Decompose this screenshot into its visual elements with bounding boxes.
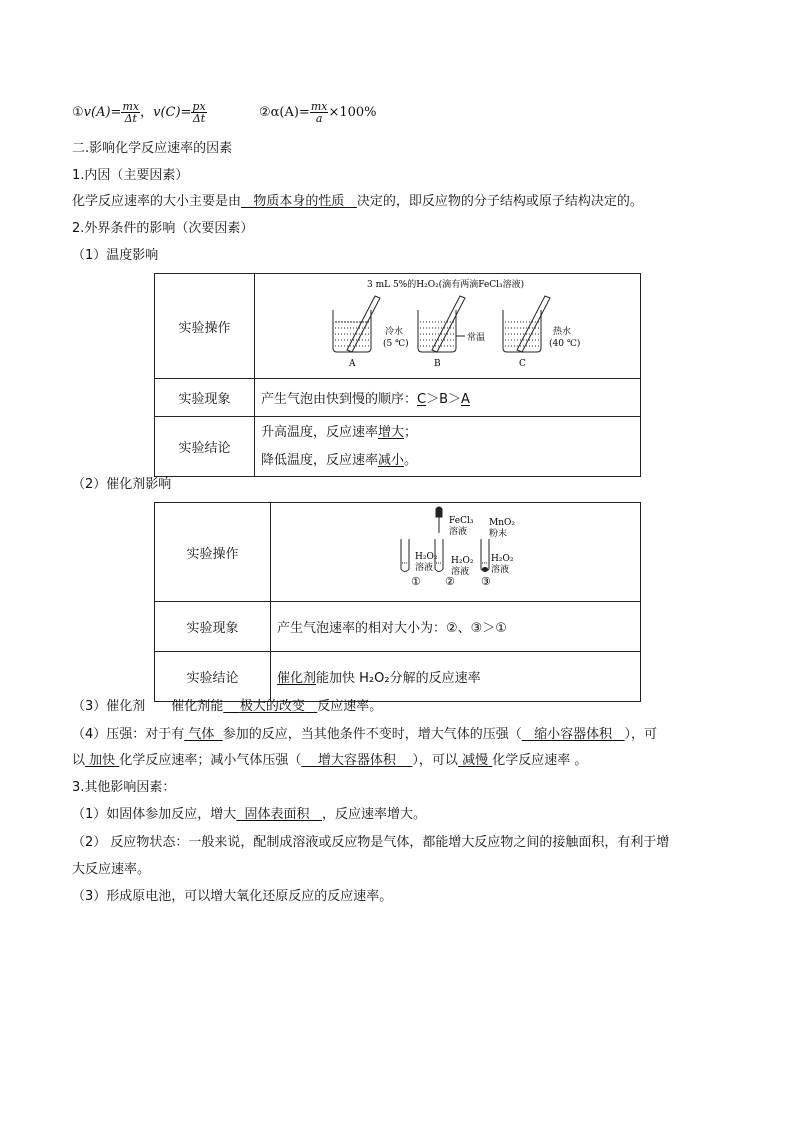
cat-op-figure bbox=[271, 503, 641, 602]
pressure-line-1: （4）压强：对于有 气体 参加的反应，当其他条件不变时，增大气体的压强（ 缩小容器体积 ），可 bbox=[72, 727, 658, 742]
inner-cause-text: 化学反应速率的大小主要是由 物质本身的性质 决定的，即反应物的分子结构或原子结构决定的。 bbox=[72, 194, 643, 209]
cat-conclusion-text: 催化剂能加快 H₂O₂分解的反应速率 bbox=[271, 652, 641, 702]
hot-water-temp: (40 ℃) bbox=[549, 339, 581, 349]
temperature-heading: （1）温度影响 bbox=[72, 248, 159, 263]
svg-text:溶液: 溶液 bbox=[491, 565, 510, 575]
svg-text:H₂O₂: H₂O₂ bbox=[451, 556, 474, 566]
svg-text:溶液: 溶液 bbox=[449, 527, 468, 537]
formula-vc-fraction: $\frac{px}{\Delta t}$ bbox=[192, 100, 206, 125]
formula-va-fraction: $\frac{mx}{\Delta t}$ bbox=[122, 100, 140, 125]
temperature-table bbox=[154, 273, 641, 477]
catalyst-table bbox=[154, 502, 641, 702]
outer-cause-heading: 2.外界条件的影响（次要因素） bbox=[72, 221, 254, 236]
temp-op-figure bbox=[255, 274, 641, 379]
rate-formula-line: ①v(A)= $\frac{mx}{\Delta t}$ ，v(C)= $\frac{px}{\Delta t}$ ②α(A)= $\frac{mx}{a}$ ×100% bbox=[72, 100, 377, 125]
section-2-heading: 二.影响化学反应速率的因素 bbox=[72, 141, 233, 156]
cat-phenomenon-label: 实验现象 bbox=[155, 602, 271, 652]
other-factor-3: （3）形成原电池，可以增大氧化还原反应的反应速率。 bbox=[72, 889, 393, 904]
beaker-c bbox=[503, 296, 550, 352]
test-tube-figure bbox=[271, 503, 640, 597]
other-factor-2a: （2） 反应物状态：一般来说，配制成溶液或反应物是气体，都能增大反应物之间的接触面积，有利于增 bbox=[72, 835, 670, 850]
svg-text:FeCl₃: FeCl₃ bbox=[449, 516, 474, 526]
inner-cause-heading: 1.内因（主要因素） bbox=[72, 168, 189, 183]
cat-conclusion-label: 实验结论 bbox=[155, 652, 271, 702]
formula-part2-marker: ② bbox=[258, 105, 271, 120]
formula-va-label: v(A)= bbox=[83, 105, 122, 120]
beaker-c-label: C bbox=[519, 359, 526, 369]
svg-text:粉末: 粉末 bbox=[489, 529, 508, 539]
beaker-a bbox=[333, 296, 380, 352]
catalyst-line: （3）催化剂 催化剂能 极大的改变 反应速率。 bbox=[72, 699, 383, 714]
tube-1 bbox=[401, 539, 409, 572]
svg-text:溶液: 溶液 bbox=[451, 567, 470, 577]
formula-part1-marker: ① bbox=[72, 105, 84, 120]
temp-op-label: 实验操作 bbox=[155, 274, 255, 379]
room-temp-label: 常温 bbox=[467, 333, 486, 343]
formula-vc-label: v(C)= bbox=[153, 105, 192, 120]
svg-text:H₂O₂: H₂O₂ bbox=[491, 554, 514, 564]
inner-cause-blank: 物质本身的性质 bbox=[253, 194, 345, 209]
other-factor-2b: 大反应速率。 bbox=[72, 862, 151, 877]
cold-water-label: 冷水 bbox=[385, 327, 404, 337]
other-factor-1: （1）如固体参加反应，增大 固体表面积 ，反应速率增大。 bbox=[72, 807, 426, 822]
beaker-b bbox=[418, 296, 465, 352]
formula-alpha-fraction: $\frac{mx}{a}$ bbox=[310, 100, 328, 125]
beaker-b-label: B bbox=[434, 359, 441, 369]
pressure-line-2: 以 加快 化学反应速率；减小气体压强（ 增大容器体积 ），可以 减慢 化学反应速率 。 bbox=[72, 753, 588, 768]
temp-conclusion-label: 实验结论 bbox=[155, 417, 255, 477]
svg-text:②: ② bbox=[445, 575, 455, 588]
tube-3 bbox=[481, 539, 489, 572]
other-factors-heading: 3.其他影响因素： bbox=[72, 780, 176, 795]
svg-text:溶液: 溶液 bbox=[415, 563, 434, 573]
temp-phenomenon-text: 产生气泡由快到慢的顺序：C＞B＞A bbox=[255, 379, 641, 417]
svg-text:①: ① bbox=[411, 575, 421, 588]
hot-water-label: 热水 bbox=[553, 327, 572, 337]
svg-text:MnO₂: MnO₂ bbox=[489, 518, 515, 528]
cat-op-label: 实验操作 bbox=[155, 503, 271, 602]
cold-water-temp: (5 ℃) bbox=[383, 339, 409, 349]
svg-text:③: ③ bbox=[481, 575, 491, 588]
svg-text:H₂O₂: H₂O₂ bbox=[415, 552, 438, 562]
formula-alpha-label: α(A)= bbox=[270, 105, 310, 120]
temp-conclusion-text: 升高温度，反应速率增大； 降低温度，反应速率减小。 bbox=[255, 417, 641, 477]
temp-phenomenon-label: 实验现象 bbox=[155, 379, 255, 417]
cat-phenomenon-text: 产生气泡速率的相对大小为：②、③＞① bbox=[271, 602, 641, 652]
catalyst-heading: （2）催化剂影响 bbox=[72, 477, 172, 492]
beaker-a-label: A bbox=[349, 359, 356, 369]
beaker-experiment-figure bbox=[255, 274, 640, 374]
figure-caption: 3 mL 5%的H₂O₂(滴有两滴FeCl₃溶液) bbox=[367, 280, 525, 290]
